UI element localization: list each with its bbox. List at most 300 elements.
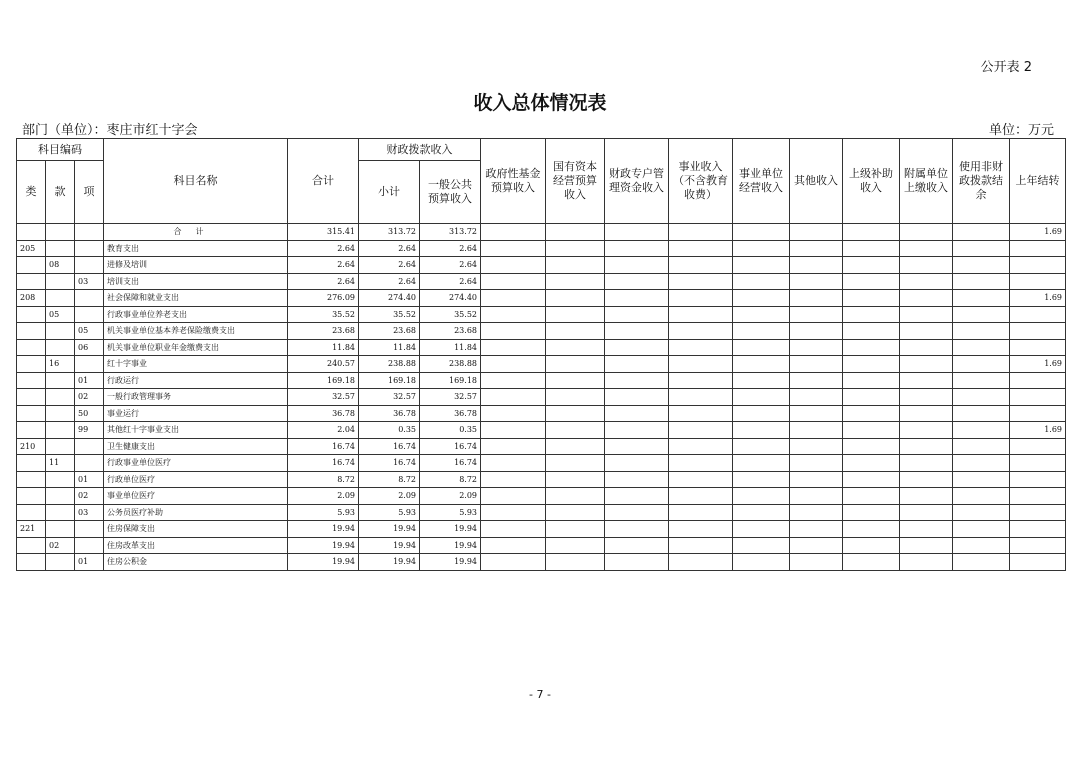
- cell-business-income: [733, 224, 790, 241]
- cell-affiliated-payment: [900, 306, 953, 323]
- cell-subtotal: 19.94: [359, 521, 420, 538]
- table-row: [17, 372, 1066, 389]
- cell-kuan: [46, 488, 75, 505]
- cell-special-fund: [605, 224, 669, 241]
- cell-kuan: 11: [46, 455, 75, 472]
- cell-name: 行政事业单位医疗: [104, 455, 288, 472]
- cell-gov-fund: [481, 323, 546, 340]
- cell-career-income: [669, 521, 733, 538]
- table-row: [17, 257, 1066, 274]
- table-row: [17, 405, 1066, 422]
- cell-carryover: [1010, 389, 1066, 406]
- cell-carryover: [1010, 405, 1066, 422]
- cell-career-income: [669, 471, 733, 488]
- header-business-income: 事业单位经营收入: [733, 139, 790, 224]
- cell-name: 机关事业单位基本养老保险缴费支出: [104, 323, 288, 340]
- cell-general-budget: 32.57: [420, 389, 481, 406]
- cell-carryover: [1010, 488, 1066, 505]
- cell-subtotal: 0.35: [359, 422, 420, 439]
- cell-career-income: [669, 537, 733, 554]
- cell-career-income: [669, 372, 733, 389]
- cell-total: 315.41: [288, 224, 359, 241]
- cell-lei: 205: [17, 240, 46, 257]
- cell-state-capital: [546, 224, 605, 241]
- cell-total: 2.04: [288, 422, 359, 439]
- cell-other-income: [790, 290, 843, 307]
- cell-total: 276.09: [288, 290, 359, 307]
- cell-affiliated-payment: [900, 488, 953, 505]
- cell-carryover: [1010, 257, 1066, 274]
- cell-xiang: [75, 438, 104, 455]
- cell-general-budget: 2.64: [420, 273, 481, 290]
- cell-subtotal: 238.88: [359, 356, 420, 373]
- cell-special-fund: [605, 240, 669, 257]
- cell-total: 16.74: [288, 455, 359, 472]
- cell-xiang: 05: [75, 323, 104, 340]
- cell-special-fund: [605, 504, 669, 521]
- cell-other-income: [790, 306, 843, 323]
- cell-kuan: [46, 224, 75, 241]
- cell-general-budget: 2.64: [420, 257, 481, 274]
- cell-state-capital: [546, 273, 605, 290]
- cell-lei: [17, 455, 46, 472]
- cell-subtotal: 169.18: [359, 372, 420, 389]
- table-row: [17, 290, 1066, 307]
- cell-superior-subsidy: [843, 422, 900, 439]
- cell-other-income: [790, 504, 843, 521]
- cell-name: 公务员医疗补助: [104, 504, 288, 521]
- cell-lei: [17, 422, 46, 439]
- cell-total: 19.94: [288, 554, 359, 571]
- cell-kuan: [46, 240, 75, 257]
- cell-gov-fund: [481, 290, 546, 307]
- cell-general-budget: 2.09: [420, 488, 481, 505]
- cell-total: 5.93: [288, 504, 359, 521]
- cell-subtotal: 35.52: [359, 306, 420, 323]
- cell-subtotal: 11.84: [359, 339, 420, 356]
- cell-career-income: [669, 356, 733, 373]
- cell-subtotal: 36.78: [359, 405, 420, 422]
- cell-gov-fund: [481, 471, 546, 488]
- cell-business-income: [733, 488, 790, 505]
- cell-general-budget: 169.18: [420, 372, 481, 389]
- cell-subtotal: 19.94: [359, 554, 420, 571]
- cell-xiang: [75, 224, 104, 241]
- cell-superior-subsidy: [843, 323, 900, 340]
- cell-xiang: 99: [75, 422, 104, 439]
- table-tag: 公开表 2: [980, 60, 1032, 75]
- cell-career-income: [669, 405, 733, 422]
- cell-lei: [17, 471, 46, 488]
- cell-other-income: [790, 521, 843, 538]
- cell-kuan: [46, 389, 75, 406]
- cell-superior-subsidy: [843, 504, 900, 521]
- cell-name: 住房公积金: [104, 554, 288, 571]
- cell-career-income: [669, 224, 733, 241]
- cell-lei: [17, 504, 46, 521]
- cell-affiliated-payment: [900, 521, 953, 538]
- header-special-fund: 财政专户管理资金收入: [605, 139, 669, 224]
- cell-other-income: [790, 372, 843, 389]
- cell-general-budget: 313.72: [420, 224, 481, 241]
- header-lei: 类: [17, 161, 46, 224]
- cell-affiliated-payment: [900, 389, 953, 406]
- header-xiang: 项: [75, 161, 104, 224]
- cell-lei: [17, 372, 46, 389]
- cell-xiang: 01: [75, 372, 104, 389]
- header-fiscal-group: 财政拨款收入: [359, 139, 481, 161]
- table-row: [17, 273, 1066, 290]
- cell-name: 合计: [104, 224, 288, 241]
- cell-kuan: 05: [46, 306, 75, 323]
- cell-subtotal: 19.94: [359, 537, 420, 554]
- cell-state-capital: [546, 521, 605, 538]
- cell-kuan: [46, 471, 75, 488]
- cell-carryover: 1.69: [1010, 224, 1066, 241]
- cell-nonfiscal-balance: [953, 323, 1010, 340]
- header-subtotal: 小计: [359, 161, 420, 224]
- cell-lei: 208: [17, 290, 46, 307]
- cell-career-income: [669, 438, 733, 455]
- cell-affiliated-payment: [900, 438, 953, 455]
- table-row: [17, 471, 1066, 488]
- cell-special-fund: [605, 521, 669, 538]
- header-superior-subsidy: 上级补助收入: [843, 139, 900, 224]
- cell-total: 32.57: [288, 389, 359, 406]
- cell-superior-subsidy: [843, 257, 900, 274]
- cell-subtotal: 16.74: [359, 455, 420, 472]
- header-name: 科目名称: [104, 139, 288, 224]
- cell-other-income: [790, 554, 843, 571]
- cell-lei: [17, 273, 46, 290]
- cell-special-fund: [605, 339, 669, 356]
- cell-general-budget: 238.88: [420, 356, 481, 373]
- cell-career-income: [669, 504, 733, 521]
- cell-other-income: [790, 339, 843, 356]
- cell-kuan: [46, 323, 75, 340]
- cell-nonfiscal-balance: [953, 224, 1010, 241]
- cell-business-income: [733, 422, 790, 439]
- cell-name: 住房改革支出: [104, 537, 288, 554]
- cell-nonfiscal-balance: [953, 306, 1010, 323]
- cell-kuan: [46, 372, 75, 389]
- cell-subtotal: 16.74: [359, 438, 420, 455]
- cell-affiliated-payment: [900, 372, 953, 389]
- cell-lei: [17, 389, 46, 406]
- cell-lei: [17, 356, 46, 373]
- cell-state-capital: [546, 504, 605, 521]
- cell-subtotal: 274.40: [359, 290, 420, 307]
- cell-superior-subsidy: [843, 554, 900, 571]
- cell-total: 240.57: [288, 356, 359, 373]
- cell-xiang: [75, 240, 104, 257]
- cell-general-budget: 36.78: [420, 405, 481, 422]
- cell-total: 19.94: [288, 521, 359, 538]
- cell-nonfiscal-balance: [953, 273, 1010, 290]
- cell-carryover: [1010, 521, 1066, 538]
- cell-other-income: [790, 537, 843, 554]
- cell-general-budget: 19.94: [420, 554, 481, 571]
- cell-name: 卫生健康支出: [104, 438, 288, 455]
- cell-special-fund: [605, 257, 669, 274]
- header-affiliated-payment: 附属单位上缴收入: [900, 139, 953, 224]
- header-code-group: 科目编码: [17, 139, 104, 161]
- cell-carryover: [1010, 339, 1066, 356]
- cell-special-fund: [605, 422, 669, 439]
- cell-general-budget: 2.64: [420, 240, 481, 257]
- cell-subtotal: 8.72: [359, 471, 420, 488]
- cell-nonfiscal-balance: [953, 438, 1010, 455]
- cell-business-income: [733, 455, 790, 472]
- cell-other-income: [790, 240, 843, 257]
- cell-name: 社会保障和就业支出: [104, 290, 288, 307]
- cell-carryover: [1010, 537, 1066, 554]
- cell-business-income: [733, 405, 790, 422]
- cell-lei: [17, 488, 46, 505]
- cell-kuan: [46, 504, 75, 521]
- cell-xiang: [75, 257, 104, 274]
- cell-name: 其他红十字事业支出: [104, 422, 288, 439]
- cell-nonfiscal-balance: [953, 356, 1010, 373]
- cell-state-capital: [546, 257, 605, 274]
- table-row: [17, 323, 1066, 340]
- cell-subtotal: 313.72: [359, 224, 420, 241]
- cell-affiliated-payment: [900, 224, 953, 241]
- cell-lei: [17, 224, 46, 241]
- cell-career-income: [669, 339, 733, 356]
- cell-total: 19.94: [288, 537, 359, 554]
- header-gov-fund: 政府性基金预算收入: [481, 139, 546, 224]
- cell-lei: [17, 554, 46, 571]
- cell-state-capital: [546, 389, 605, 406]
- cell-business-income: [733, 372, 790, 389]
- cell-affiliated-payment: [900, 554, 953, 571]
- cell-carryover: 1.69: [1010, 290, 1066, 307]
- cell-kuan: [46, 290, 75, 307]
- cell-nonfiscal-balance: [953, 504, 1010, 521]
- cell-special-fund: [605, 438, 669, 455]
- cell-affiliated-payment: [900, 273, 953, 290]
- cell-general-budget: 19.94: [420, 537, 481, 554]
- cell-xiang: [75, 521, 104, 538]
- cell-business-income: [733, 471, 790, 488]
- cell-general-budget: 19.94: [420, 521, 481, 538]
- cell-carryover: 1.69: [1010, 422, 1066, 439]
- cell-affiliated-payment: [900, 422, 953, 439]
- cell-lei: 221: [17, 521, 46, 538]
- cell-subtotal: 2.64: [359, 273, 420, 290]
- cell-superior-subsidy: [843, 273, 900, 290]
- cell-name: 红十字事业: [104, 356, 288, 373]
- cell-state-capital: [546, 471, 605, 488]
- cell-state-capital: [546, 455, 605, 472]
- cell-kuan: 08: [46, 257, 75, 274]
- cell-gov-fund: [481, 356, 546, 373]
- cell-carryover: [1010, 504, 1066, 521]
- cell-lei: 210: [17, 438, 46, 455]
- cell-general-budget: 16.74: [420, 455, 481, 472]
- cell-name: 行政运行: [104, 372, 288, 389]
- table-row: [17, 438, 1066, 455]
- cell-total: 2.64: [288, 273, 359, 290]
- cell-superior-subsidy: [843, 488, 900, 505]
- header-kuan: 款: [46, 161, 75, 224]
- cell-nonfiscal-balance: [953, 521, 1010, 538]
- cell-other-income: [790, 389, 843, 406]
- cell-name: 住房保障支出: [104, 521, 288, 538]
- header-general-budget: 一般公共预算收入: [420, 161, 481, 224]
- cell-name: 教育支出: [104, 240, 288, 257]
- cell-carryover: [1010, 372, 1066, 389]
- cell-gov-fund: [481, 504, 546, 521]
- cell-kuan: [46, 422, 75, 439]
- table-row: [17, 504, 1066, 521]
- cell-special-fund: [605, 372, 669, 389]
- cell-lei: [17, 306, 46, 323]
- cell-career-income: [669, 306, 733, 323]
- cell-general-budget: 5.93: [420, 504, 481, 521]
- cell-career-income: [669, 389, 733, 406]
- cell-career-income: [669, 273, 733, 290]
- cell-career-income: [669, 488, 733, 505]
- cell-kuan: [46, 554, 75, 571]
- department-label: 部门（单位）：枣庄市红十字会: [22, 123, 198, 138]
- cell-lei: [17, 405, 46, 422]
- cell-subtotal: 23.68: [359, 323, 420, 340]
- cell-lei: [17, 323, 46, 340]
- unit-label: 单位：万元: [988, 123, 1054, 138]
- cell-special-fund: [605, 554, 669, 571]
- cell-kuan: [46, 339, 75, 356]
- cell-xiang: 01: [75, 554, 104, 571]
- cell-xiang: 03: [75, 273, 104, 290]
- cell-subtotal: 2.09: [359, 488, 420, 505]
- cell-xiang: [75, 356, 104, 373]
- cell-xiang: [75, 290, 104, 307]
- cell-subtotal: 32.57: [359, 389, 420, 406]
- cell-total: 2.64: [288, 257, 359, 274]
- cell-business-income: [733, 306, 790, 323]
- cell-gov-fund: [481, 405, 546, 422]
- cell-superior-subsidy: [843, 290, 900, 307]
- cell-general-budget: 8.72: [420, 471, 481, 488]
- cell-business-income: [733, 356, 790, 373]
- cell-affiliated-payment: [900, 339, 953, 356]
- cell-business-income: [733, 554, 790, 571]
- cell-nonfiscal-balance: [953, 372, 1010, 389]
- cell-business-income: [733, 290, 790, 307]
- cell-carryover: [1010, 240, 1066, 257]
- cell-kuan: 02: [46, 537, 75, 554]
- cell-carryover: [1010, 438, 1066, 455]
- cell-state-capital: [546, 306, 605, 323]
- header-total: 合计: [288, 139, 359, 224]
- cell-nonfiscal-balance: [953, 290, 1010, 307]
- cell-special-fund: [605, 488, 669, 505]
- cell-nonfiscal-balance: [953, 422, 1010, 439]
- cell-special-fund: [605, 405, 669, 422]
- cell-business-income: [733, 389, 790, 406]
- table-row: [17, 356, 1066, 373]
- cell-kuan: 16: [46, 356, 75, 373]
- header-state-capital: 国有资本经营预算收入: [546, 139, 605, 224]
- cell-superior-subsidy: [843, 405, 900, 422]
- cell-affiliated-payment: [900, 537, 953, 554]
- cell-carryover: [1010, 323, 1066, 340]
- cell-gov-fund: [481, 455, 546, 472]
- cell-carryover: [1010, 306, 1066, 323]
- cell-kuan: [46, 273, 75, 290]
- cell-xiang: [75, 455, 104, 472]
- cell-superior-subsidy: [843, 537, 900, 554]
- cell-superior-subsidy: [843, 306, 900, 323]
- cell-career-income: [669, 455, 733, 472]
- cell-other-income: [790, 455, 843, 472]
- cell-total: 169.18: [288, 372, 359, 389]
- cell-business-income: [733, 273, 790, 290]
- cell-total: 2.09: [288, 488, 359, 505]
- cell-nonfiscal-balance: [953, 471, 1010, 488]
- table-body: [17, 224, 1066, 571]
- cell-gov-fund: [481, 240, 546, 257]
- cell-lei: [17, 257, 46, 274]
- cell-state-capital: [546, 356, 605, 373]
- cell-career-income: [669, 422, 733, 439]
- cell-business-income: [733, 339, 790, 356]
- cell-state-capital: [546, 323, 605, 340]
- cell-state-capital: [546, 537, 605, 554]
- cell-name: 培训支出: [104, 273, 288, 290]
- cell-xiang: 01: [75, 471, 104, 488]
- cell-xiang: [75, 537, 104, 554]
- cell-other-income: [790, 405, 843, 422]
- cell-nonfiscal-balance: [953, 339, 1010, 356]
- cell-special-fund: [605, 323, 669, 340]
- cell-state-capital: [546, 488, 605, 505]
- cell-gov-fund: [481, 521, 546, 538]
- table-row: [17, 537, 1066, 554]
- cell-superior-subsidy: [843, 240, 900, 257]
- cell-carryover: [1010, 455, 1066, 472]
- table-row: [17, 554, 1066, 571]
- cell-gov-fund: [481, 224, 546, 241]
- cell-gov-fund: [481, 273, 546, 290]
- header-nonfiscal-balance: 使用非财政拨款结余: [953, 139, 1010, 224]
- cell-superior-subsidy: [843, 356, 900, 373]
- cell-carryover: 1.69: [1010, 356, 1066, 373]
- cell-business-income: [733, 521, 790, 538]
- cell-gov-fund: [481, 422, 546, 439]
- table-row: [17, 339, 1066, 356]
- cell-business-income: [733, 257, 790, 274]
- cell-superior-subsidy: [843, 339, 900, 356]
- cell-superior-subsidy: [843, 438, 900, 455]
- cell-nonfiscal-balance: [953, 389, 1010, 406]
- cell-affiliated-payment: [900, 455, 953, 472]
- cell-subtotal: 2.64: [359, 240, 420, 257]
- cell-nonfiscal-balance: [953, 455, 1010, 472]
- cell-total: 16.74: [288, 438, 359, 455]
- cell-state-capital: [546, 372, 605, 389]
- table-row: [17, 389, 1066, 406]
- cell-gov-fund: [481, 537, 546, 554]
- cell-affiliated-payment: [900, 240, 953, 257]
- cell-name: 机关事业单位职业年金缴费支出: [104, 339, 288, 356]
- cell-total: 23.68: [288, 323, 359, 340]
- cell-carryover: [1010, 554, 1066, 571]
- cell-business-income: [733, 537, 790, 554]
- cell-superior-subsidy: [843, 389, 900, 406]
